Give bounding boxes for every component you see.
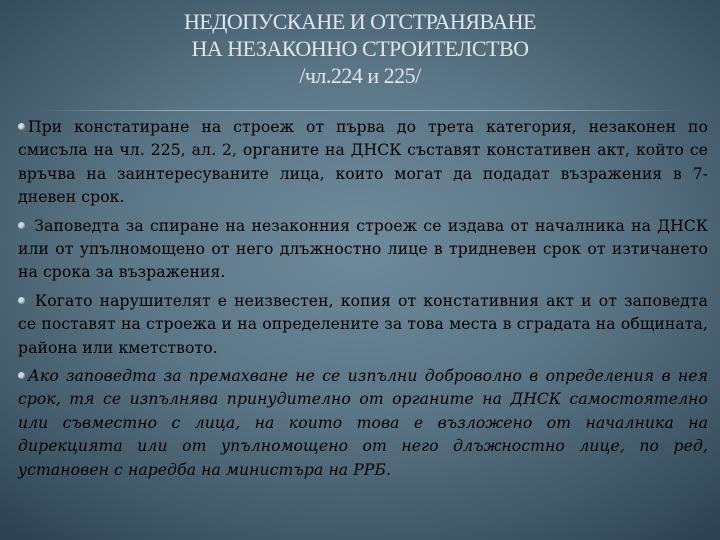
bullet-dot-icon bbox=[18, 297, 25, 304]
bullet-dot-icon bbox=[18, 222, 25, 229]
title-line-1: НЕДОПУСКАНЕ И ОТСТРАНЯВАНЕ bbox=[184, 9, 536, 34]
slide-title bbox=[0, 8, 720, 89]
bullet-list bbox=[18, 116, 708, 487]
bullet-dot-icon bbox=[18, 123, 25, 130]
title-line-2: НА НЕЗАКОННО СТРОИТЕЛСТВО bbox=[191, 36, 529, 61]
title-divider bbox=[40, 110, 680, 111]
title-subtitle: /чл.224 и 225/ bbox=[299, 63, 421, 88]
bullet-text-4: Ако заповедта за премахване не се изпълни доброволно в определения в нея срок, тя се изпълнява принудително от органите на ДНСК самостоятелно или съвместно с лица, на които това е възложено от началника на дирекцията или от упълномощено от него длъжностно лице, по ред, установен с наредба на министъра на РРБ. bbox=[18, 367, 708, 479]
bullet-text-1: При констатиране на строеж от първа до трета категория, незаконен по смисъла на чл. 225, ал. 2, органите на ДНСК съставят констативен акт, който се връчва на заинтересуваните лица, които могат да подадат възражения в 7-дневен срок. bbox=[18, 118, 708, 207]
bullet-item-2 bbox=[18, 215, 708, 285]
bullet-item-3 bbox=[18, 290, 708, 360]
bullet-dot-icon bbox=[18, 372, 25, 379]
bullet-text-3: Когато нарушителят е неизвестен, копия от констативния акт и от заповедта се поставят на строежа и на определените за това места в сградата на общината, района или кметството. bbox=[18, 291, 708, 357]
bullet-item-1 bbox=[18, 116, 708, 210]
bullet-item-4 bbox=[18, 365, 708, 482]
bullet-text-2: Заповедта за спиране на незаконния строеж се издава от началника на ДНСК или от упълномощено от него длъжностно лице в тридневен срок от изтичането на срока за възражения. bbox=[18, 216, 708, 282]
